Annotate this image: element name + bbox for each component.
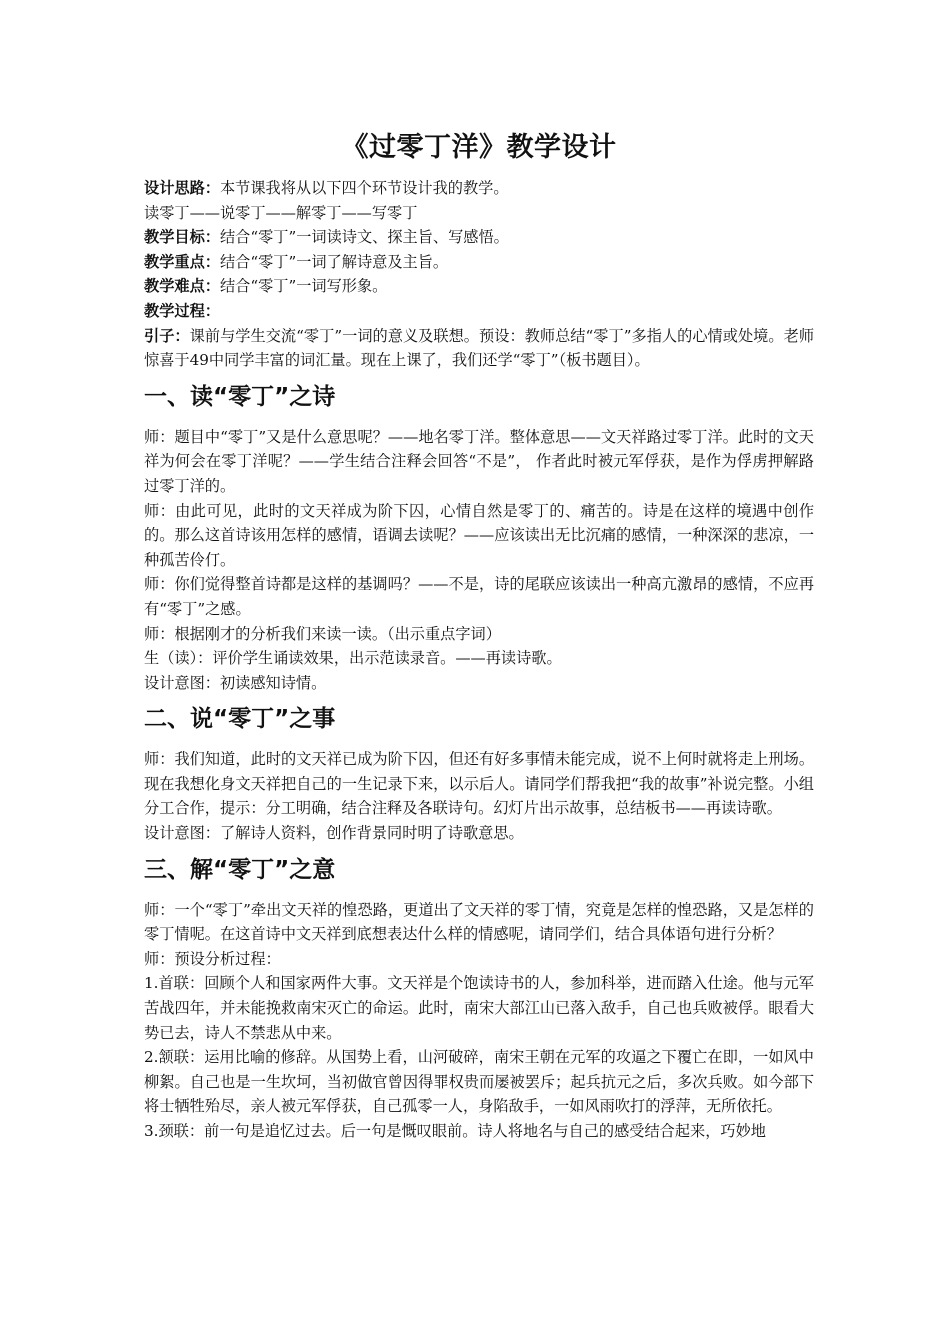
key-label: 教学重点：: [144, 252, 220, 271]
section-1-paragraph: 师：你们觉得整首诗都是这样的基调吗？——不是，诗的尾联应该读出一种高亢激昂的感情，不应再有“零丁”之感。: [144, 575, 814, 618]
process-label: 教学过程：: [144, 301, 220, 320]
section-2-design-intent: 设计意图：了解诗人资料，创作背景同时明了诗歌意思。: [144, 824, 524, 843]
section-3-paragraph: 1.首联：回顾个人和国家两件大事。文天祥是个饱读诗书的人，参加科举，进而踏入仕途。他与元军苦战四年，并未能挽救南宋灭亡的命运。此时，南宋大部江山已落入敌手，自己也兵败被俘。眼看大势已去，诗人不禁悲从中来。: [144, 974, 814, 1042]
section-1-paragraph: 师：题目中“零丁”又是什么意思呢？——地名零丁洋。整体意思——文天祥路过零丁洋。此时的文天祥为何会在零丁洋呢？——学生结合注释会回答“不是”， 作者此时被元军俘获，是作为俘虏押解路过零丁洋的。: [144, 427, 814, 495]
steps-line: 读零丁——说零丁——解零丁——写零丁: [144, 203, 418, 222]
process-line: [144, 299, 814, 324]
difficulty-text: 结合“零丁”一词写形象。: [219, 277, 388, 296]
section-1-paragraph: 生（读）：评价学生诵读效果，出示范读录音。——再读诗歌。: [144, 649, 562, 668]
section-3-heading: 三、解“零丁”之意: [144, 856, 336, 883]
key-line: [144, 250, 814, 275]
section-1-paragraph: 师：由此可见，此时的文天祥成为阶下囚，心情自然是零丁的、痛苦的。诗是在这样的境遇中创作的。那么这首诗该用怎样的感情，语调去读呢？——应该读出无比沉痛的感情，一种深深的悲凉，一种孤苦伶仃。: [144, 501, 814, 569]
goal-label: 教学目标：: [144, 228, 220, 247]
section-1-paragraph: 师：根据刚才的分析我们来读一读。（出示重点字词）: [144, 624, 501, 643]
section-3-paragraph: 3.颈联：前一句是追忆过去。后一句是慨叹眼前。诗人将地名与自己的感受结合起来，巧妙地: [144, 1122, 766, 1140]
section-2-paragraph: 师：我们知道，此时的文天祥已成为阶下囚，但还有好多事情未能完成，说不上何时就将走上刑场。现在我想化身文天祥把自己的一生记录下来，以示后人。请同学们帮我把“我的故事”补说完整。小组分工合作，提示：分工明确，结合注释及各联诗句。幻灯片出示故事，总结板书——再读诗歌。: [144, 750, 814, 818]
section-2-heading: 二、说“零丁”之事: [144, 706, 336, 733]
section-1-heading: 一、读“零丁”之诗: [144, 383, 336, 410]
section-3-paragraph: 师：预设分析过程：: [144, 949, 281, 968]
document-page: [144, 128, 814, 1144]
lead-label: 引子：: [144, 326, 190, 345]
difficulty-line: [144, 274, 814, 299]
section-3-paragraph: 师：一个“零丁”牵出文天祥的惶恐路，更道出了文天祥的零丁情，究竟是怎样的惶恐路，又是怎样的零丁情呢。在这首诗中文天祥到底想表达什么样的情感呢，请同学们，结合具体语句进行分析？: [144, 900, 814, 944]
section-1-design-intent: 设计意图：初读感知诗情。: [144, 673, 327, 692]
goal-line: [144, 225, 814, 250]
goal-text: 结合“零丁”一词读诗文、探主旨、写感悟。: [219, 228, 509, 247]
design-idea-label: 设计思路：: [144, 179, 220, 197]
lead-paragraph: [144, 324, 814, 373]
difficulty-label: 教学难点：: [144, 277, 220, 296]
design-idea-text: 本节课我将从以下四个环节设计我的教学。: [219, 179, 509, 197]
section-3-paragraph: 2.颔联：运用比喻的修辞。从国势上看，山河破碎，南宋王朝在元军的攻逼之下覆亡在即，一如风中柳絮。自己也是一生坎坷，当初做官曾因得罪权贵而屡被罢斥；起兵抗元之后，多次兵败。如今部下将士牺牲殆尽，亲人被元军俘获，自己孤零一人，身陷敌手，一如风雨吹打的浮萍，无所依托。: [144, 1048, 814, 1116]
key-text: 结合“零丁”一词了解诗意及主旨。: [219, 252, 449, 271]
page-title: 《过零丁洋》教学设计: [341, 132, 617, 163]
design-idea-line: [144, 176, 814, 201]
lead-text: 课前与学生交流“零丁”一词的意义及联想。预设：教师总结“零丁”多指人的心情或处境。老师惊喜于49中同学丰富的词汇量。现在上课了，我们还学“零丁”（板书题目）。: [144, 326, 815, 370]
